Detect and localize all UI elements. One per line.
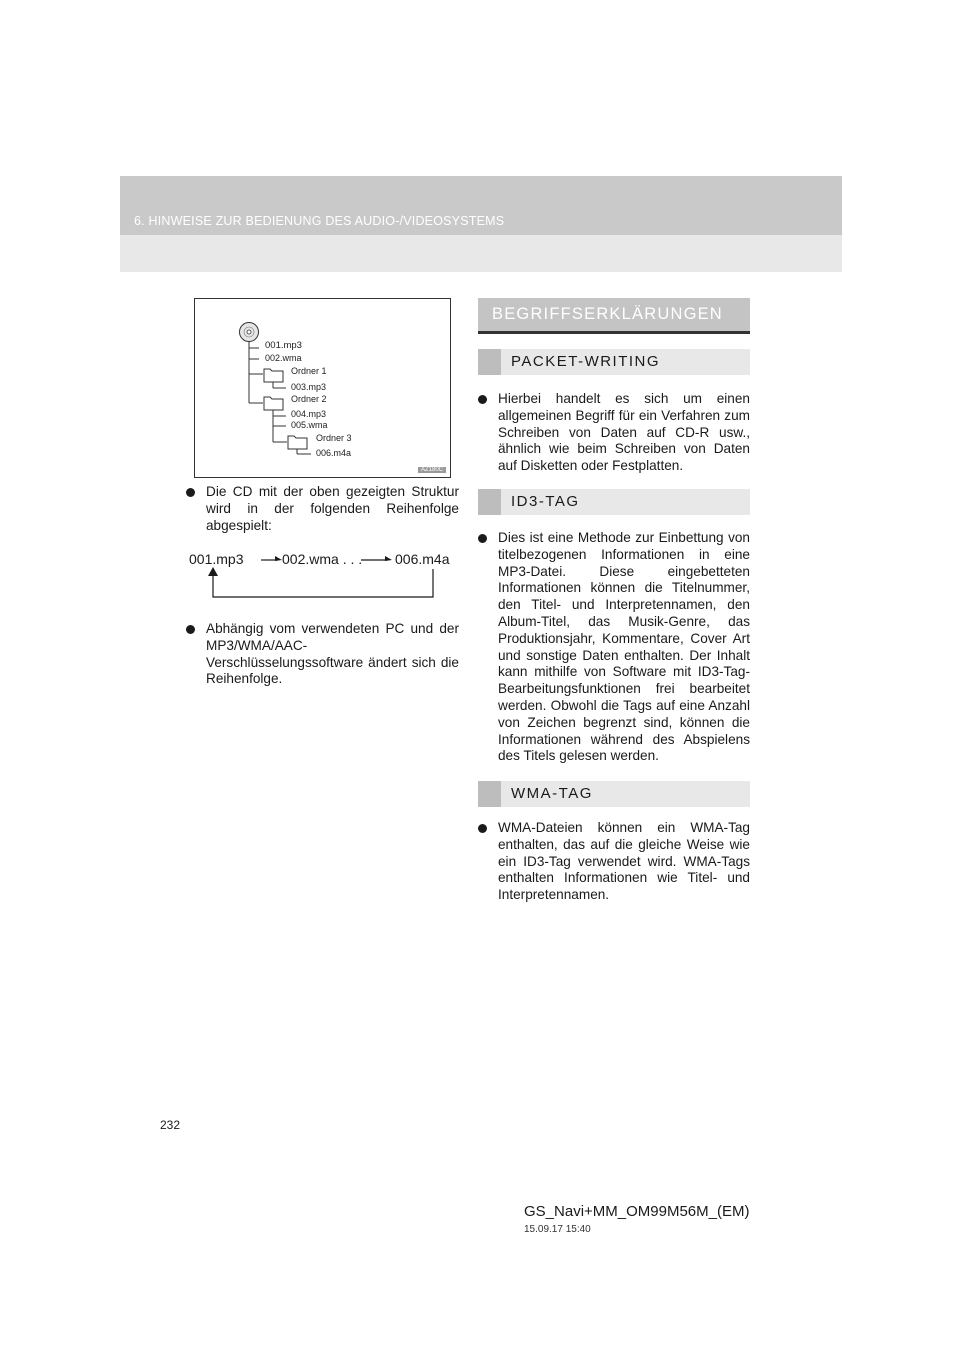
file-label: 006.m4a [316,448,352,458]
folder-label: Ordner 3 [316,433,352,443]
section-title [478,298,750,334]
bullet-packet-writing [478,391,750,475]
sequence-last: 006.m4a [395,551,450,567]
footer-document-code: GS_Navi+MM_OM99M56M_(EM) [524,1203,750,1220]
file-label: 003.mp3 [291,382,327,392]
file-label: 004.mp3 [291,409,327,419]
subsection-bar [478,781,501,807]
bullet-order-varies [186,621,459,688]
subsection-title-packet-writing [478,349,750,375]
bullet-text: Hierbei handelt es sich um einen allgemeinen Begriff für ein Verfahren zum Schreiben von Daten auf CD-R usw., ähnlich wie beim Schreiben von Daten auf Disketten oder Festplatten. [498,391,750,474]
file-label: 005.wma [291,420,328,430]
file-label: 001.mp3 [265,340,302,351]
bullet-line: Verschlüsselungssoftware ändert sich die [206,654,459,670]
subsection-title-id3-tag [478,489,750,515]
bullet-dot [478,395,487,404]
chapter-title: 6. HINWEISE ZUR BEDIENUNG DES AUDIO-/VIDEOSYSTEMS [134,214,505,228]
subsection-title-wma-tag [478,781,750,807]
folder-label: Ordner 1 [291,366,327,376]
subsection-title-text: PACKET-WRITING [511,353,661,370]
subsection-bar [478,349,501,375]
footer-timestamp: 15.09.17 15:40 [524,1224,591,1235]
bullet-dot [478,534,487,543]
section-title-text: BEGRIFFSERKLÄRUNGEN [492,305,723,323]
bullet-play-order [186,484,459,534]
page-number: 232 [160,1118,181,1132]
bullet-text: Die CD mit der oben gezeigten Struktur wird in der folgenden Reihenfolge abgespielt: [206,484,459,533]
bullet-dot [478,824,487,833]
bullet-line: MP3/WMA/AAC- [206,637,308,653]
folder-structure-diagram [194,298,451,478]
bullet-text: WMA-Dateien können ein WMA-Tag enthalten, das auf die gleiche Weise wie ein ID3-Tag verwendet wird. WMA-Tags enthalten Informationen wie Titel- und Interpretennamen. [498,820,750,903]
cd-icon [240,323,259,342]
subsection-title-text: ID3-TAG [511,493,580,510]
subsection-title-text: WMA-TAG [511,785,593,802]
bullet-line: Abhängig vom verwendeten PC und der [206,621,459,636]
sequence-middle: 002.wma . . . [282,551,363,567]
image-code: AZ180C [418,467,446,473]
sequence-first: 001.mp3 [189,551,244,567]
subsection-bar [478,489,501,515]
playback-sequence [187,547,449,603]
bullet-text: Dies ist eine Methode zur Einbettung von titelbezogenen Informationen in eine MP3-Datei. Diese eingebetteten Informationen können die Titelnummer, den Titel- und Interpretennamen, den Album-Titel, das Musik-Genre, das Produktionsjahr, Kommentare, Cover Art und sonstige Daten enthalten. Der Inhalt kann mithilfe von Software mit ID3-Tag-Bearbeitungsfunktionen frei bearbeitet werden. Obwohl die Tags auf eine Anzahl von Zeichen begrenzt sind, können die Informationen während des Abspielens des Titels gelesen werden. [498,530,750,764]
bullet-text [186,621,459,688]
folder-label: Ordner 2 [291,394,327,404]
bullet-dot [186,625,195,634]
bullet-line: Reihenfolge. [206,671,283,687]
bullet-id3-tag [478,530,750,765]
chapter-header [120,176,842,272]
file-label: 002.wma [265,353,302,363]
bullet-wma-tag [478,820,750,904]
bullet-dot [186,488,195,497]
